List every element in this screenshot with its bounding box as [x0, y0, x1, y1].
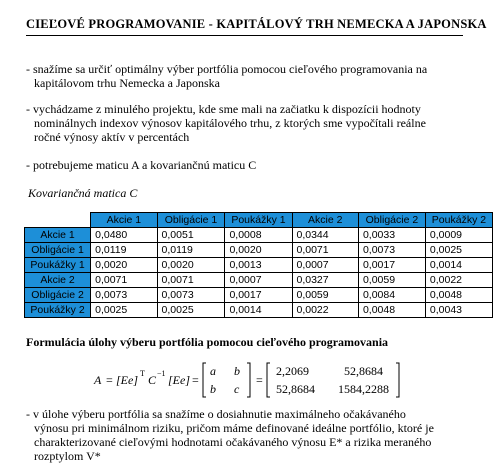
table-cell: 0,0022 — [292, 303, 358, 318]
table-cell: 0,0119 — [91, 243, 157, 258]
column-header: Obligácie 2 — [358, 213, 425, 228]
table-cell: 0,0009 — [425, 228, 492, 243]
formula-transpose: T — [140, 369, 145, 378]
table-cell: 0,0007 — [292, 258, 358, 273]
matrix-1-a: a — [210, 364, 216, 378]
table-row — [25, 288, 493, 303]
matrix-1-b2: b — [210, 382, 216, 396]
column-header: Poukážky 2 — [425, 213, 492, 228]
formula-equals-2: = — [192, 373, 199, 387]
row-header: Obligácie 1 — [25, 243, 91, 258]
conclusion-bullet — [26, 407, 466, 463]
matrix-1-left-bracket — [203, 363, 206, 397]
matrix-1-b: b — [234, 364, 240, 378]
table-cell: 0,0017 — [225, 288, 292, 303]
row-header: Akcie 1 — [25, 228, 91, 243]
table-cell: 0,0073 — [157, 288, 225, 303]
table-cell: 0,0084 — [358, 288, 425, 303]
table-cell: 0,0073 — [358, 243, 425, 258]
bullet-1 — [26, 62, 427, 90]
bullet-3 — [26, 158, 256, 172]
table-cell: 0,0119 — [157, 243, 225, 258]
formula-c: C — [148, 373, 157, 387]
table-cell: 0,0071 — [91, 273, 157, 288]
matrix-1-right-bracket — [247, 363, 250, 397]
row-header: Obligácie 2 — [25, 288, 91, 303]
formula — [92, 360, 412, 400]
table-cell: 0,0020 — [157, 258, 225, 273]
column-header: Obligácie 1 — [157, 213, 225, 228]
table-header-row — [25, 213, 493, 228]
formula-inverse: −1 — [157, 369, 166, 378]
conclusion-line-4: rozptylom V* — [34, 449, 101, 463]
table-corner — [25, 213, 91, 228]
matrix-2-r1c2: 52,8684 — [344, 364, 383, 378]
table-cell: 0,0071 — [292, 243, 358, 258]
table-cell: 0,0051 — [157, 228, 225, 243]
formulation-title: Formulácia úlohy výberu portfólia pomocou cieľového programovania — [26, 335, 389, 349]
covariance-table — [24, 212, 493, 318]
bullet-1-line-1: - snažíme sa určiť optimálny výber portfólia pomocou cieľového programovania na — [26, 62, 428, 76]
conclusion-line-1: - v úlohe výberu portfólia sa snažíme o dosiahnutie maximálneho očakávaného — [26, 407, 406, 421]
matrix-2-right-bracket — [396, 363, 399, 397]
bullet-1-line-2: kapitálovom trhu Nemecka a Japonska — [34, 76, 220, 90]
bullet-3-line-1: - potrebujeme maticu A a kovariančnú maticu C — [26, 158, 257, 172]
table-cell: 0,0017 — [358, 258, 425, 273]
bullet-2 — [26, 102, 426, 144]
bullet-2-line-2: nominálnych indexov výnosov kapitálového trhu, z ktorých sme vypočítali reálne — [34, 116, 426, 130]
matrix-2-left-bracket — [267, 363, 270, 397]
table-cell: 0,0014 — [225, 303, 292, 318]
table-cell: 0,0014 — [425, 258, 492, 273]
table-cell: 0,0059 — [292, 288, 358, 303]
table-cell: 0,0480 — [91, 228, 157, 243]
table-row — [25, 303, 493, 318]
row-header: Poukážky 2 — [25, 303, 91, 318]
matrix-1-c: c — [234, 382, 240, 396]
page-title: CIEĽOVÉ PROGRAMOVANIE - KAPITÁLOVÝ TRH NEMECKA A JAPONSKA — [26, 17, 487, 31]
table-cell: 0,0013 — [225, 258, 292, 273]
table-row — [25, 243, 493, 258]
formula-ee-2: [Ee] — [168, 373, 190, 387]
formula-equals-1: = — [106, 373, 113, 387]
matrix-2-r1c1: 2,2069 — [276, 364, 309, 378]
row-header: Poukážky 1 — [25, 258, 91, 273]
column-header: Akcie 2 — [292, 213, 358, 228]
conclusion-line-3: charakterizované cieľovými hodnotami očakávaného výnosu E* a rizika meraného — [34, 435, 432, 449]
table-row — [25, 228, 493, 243]
table-cell: 0,0025 — [91, 303, 157, 318]
matrix-2-r2c1: 52,8684 — [276, 382, 315, 396]
table-cell: 0,0025 — [425, 243, 492, 258]
table-cell: 0,0022 — [425, 273, 492, 288]
bullet-2-line-1: - vychádzame z minulého projektu, kde sme mali na začiatku k dispozícii hodnoty — [26, 102, 421, 116]
formula-equals-3: = — [256, 373, 263, 387]
table-cell: 0,0048 — [358, 303, 425, 318]
formula-ee-1: [Ee] — [116, 373, 138, 387]
title-underline — [26, 35, 463, 36]
table-row — [25, 273, 493, 288]
column-header: Akcie 1 — [91, 213, 157, 228]
bullet-2-line-3: ročné výnosy aktív v percentách — [34, 130, 190, 144]
table-cell: 0,0020 — [91, 258, 157, 273]
table-cell: 0,0073 — [91, 288, 157, 303]
conclusion-line-2: výnosu pri minimálnom riziku, pričom máme definované ideálne portfólio, ktoré je — [34, 421, 434, 435]
table-cell: 0,0008 — [225, 228, 292, 243]
column-header: Poukážky 1 — [225, 213, 292, 228]
table-cell: 0,0043 — [425, 303, 492, 318]
table-cell: 0,0020 — [225, 243, 292, 258]
table-cell: 0,0025 — [157, 303, 225, 318]
matrix-2-r2c2: 1584,2288 — [338, 382, 389, 396]
formula-lhs: A — [94, 373, 102, 387]
table-cell: 0,0048 — [425, 288, 492, 303]
table-cell: 0,0059 — [358, 273, 425, 288]
table-cell: 0,0071 — [157, 273, 225, 288]
table-cell: 0,0327 — [292, 273, 358, 288]
table-caption: Kovariančná matica C — [28, 186, 138, 200]
table-cell: 0,0033 — [358, 228, 425, 243]
table-row — [25, 258, 493, 273]
table-cell: 0,0007 — [225, 273, 292, 288]
table-cell: 0,0344 — [292, 228, 358, 243]
row-header: Akcie 2 — [25, 273, 91, 288]
